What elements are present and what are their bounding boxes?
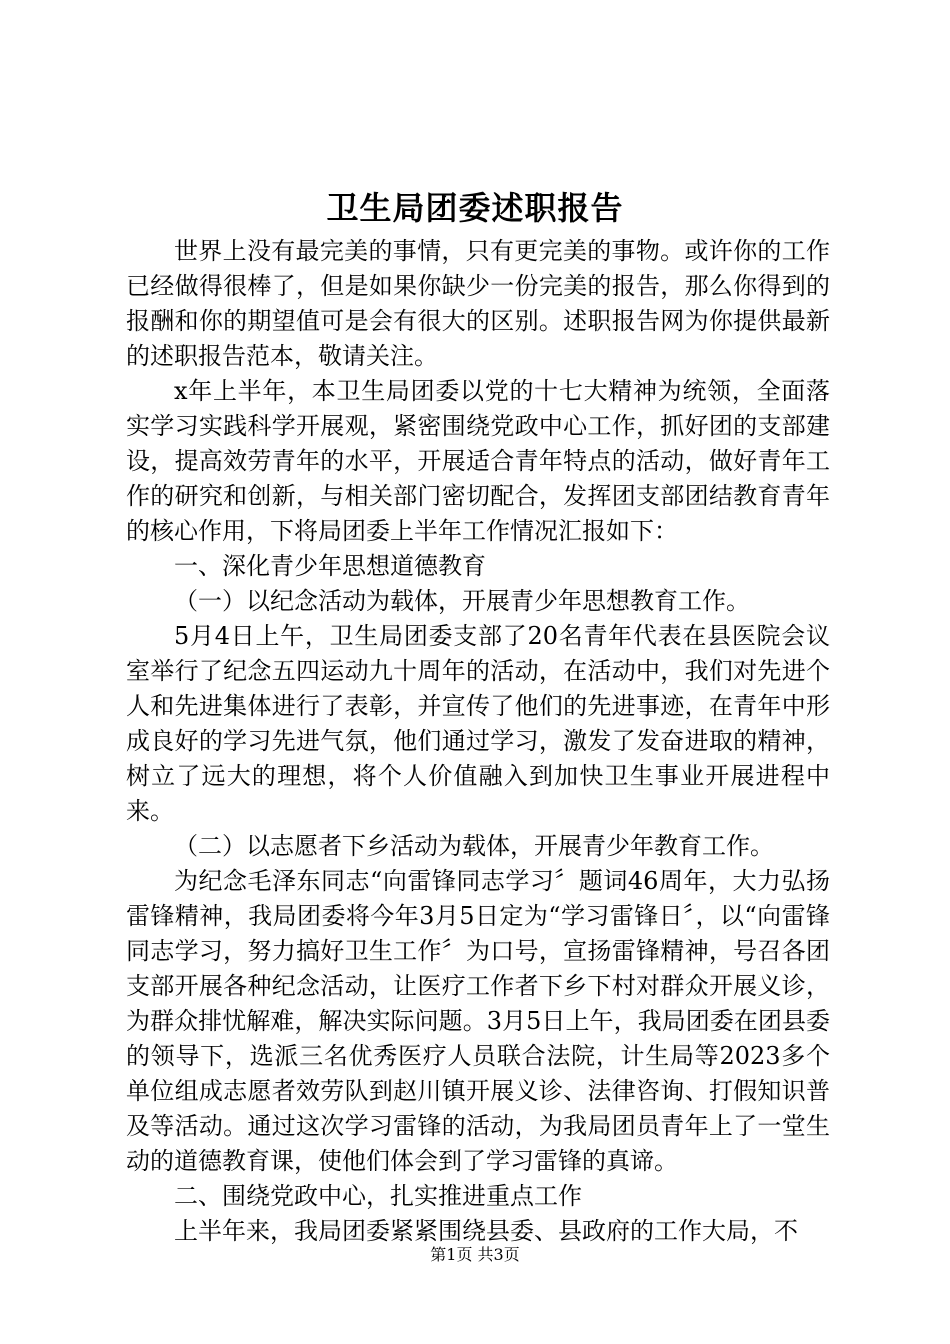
paragraph-may-fourth: 5月4日上午，卫生局团委支部了20名青年代表在县医院会议室举行了纪念五四运动九十周年的活动，在活动中，我们对先进个人和先进集体进行了表彰，并宣传了他们的先进事迹，在青年中形成良好的学习先进气氛，他们通过学习，激发了发奋进取的精神，树立了远大的理想，将个人价值融入到加快卫生事业开展进程中来。 — [126, 622, 830, 825]
page-footer: 第1页 共3页 — [430, 1245, 520, 1264]
paragraph-lei-feng: 为纪念毛泽东同志“向雷锋同志学习〞题词46周年，大力弘扬雷锋精神，我局团委将今年3月5日定为“学习雷锋日〞，以“向雷锋同志学习，努力搞好卫生工作〞为口号，宣扬雷锋精神，号召各团支部开展各种纪念活动，让医疗工作者下乡下村对群众开展义诊，为群众排忧解难，解决实际问题。3月5日上午，我局团委在团县委的领导下，选派三名优秀医疗人员联合法院，计生局等2023多个单位组成志愿者效劳队到赵川镇开展义诊、法律咨询、打假知识普及等活动。通过这次学习雷锋的活动，为我局团员青年上了一堂生动的道德教育课，使他们体会到了学习雷锋的真谛。 — [126, 867, 830, 1175]
subsection-heading-1: （一）以纪念活动为载体，开展青少年思想教育工作。 — [174, 587, 750, 615]
section-heading-1: 一、深化青少年思想道德教育 — [174, 552, 486, 580]
section-heading-2: 二、围绕党政中心，扎实推进重点工作 — [174, 1182, 582, 1210]
paragraph-intro: 世界上没有最完美的事情，只有更完美的事物。或许你的工作已经做得很棒了，但是如果你缺少一份完美的报告，那么你得到的报酬和你的期望值可是会有很大的区别。述职报告网为你提供最新的述职报告范本，敬请关注。 — [126, 237, 830, 370]
paragraph-first-half: 上半年来，我局团委紧紧围绕县委、县政府的工作大局，不 — [174, 1217, 798, 1245]
document-title: 卫生局团委述职报告 — [326, 189, 624, 227]
subsection-heading-2: （二）以志愿者下乡活动为载体，开展青少年教育工作。 — [174, 832, 774, 860]
paragraph-overview: x年上半年，本卫生局团委以党的十七大精神为统领，全面落实学习实践科学开展观，紧密围绕党政中心工作，抓好团的支部建设，提高效劳青年的水平，开展适合青年特点的活动，做好青年工作的研究和创新，与相关部门密切配合，发挥团支部团结教育青年的核心作用，下将局团委上半年工作情况汇报如下： — [126, 377, 830, 545]
document-body — [126, 234, 830, 1249]
